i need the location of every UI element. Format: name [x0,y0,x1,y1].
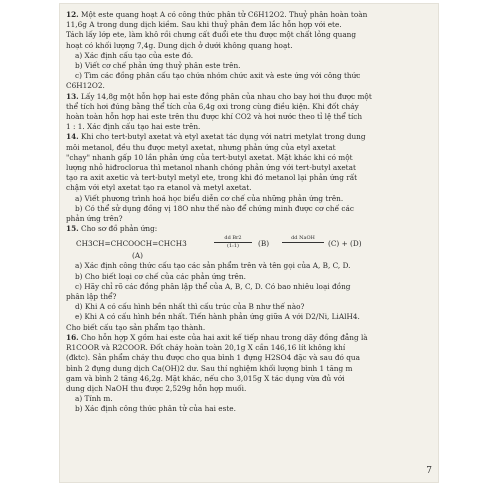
line-text: lượng nhỏ hiđroclorua thì metanol nhanh chóng phản ứng với tert-butyl axetat [66,163,356,173]
text-line [66,282,432,292]
book-page [60,4,438,482]
line-text: a) Xác định cấu tạo của este đó. [75,50,194,60]
product-b: (B) [258,239,270,249]
text-line [66,143,432,153]
text-line [66,343,432,353]
text-line [66,224,432,234]
text-block-2 [66,261,432,414]
question-number: 14. [66,132,79,142]
question-number: 13. [66,91,79,101]
question-number: 12. [66,10,79,19]
line-text: a) Viết phương trình hoá học biểu diễn cơ chế của những phản ứng trên. [75,193,344,203]
label-a: (A) [132,251,143,261]
line-text: gam và bình 2 tăng 46,2g. Mặt khác, nếu cho 3,015g X tác dụng vừa đủ với [66,373,345,383]
text-line [66,272,432,282]
text-line [66,333,432,343]
arrow-1-reagent: dd Br2 [224,235,242,242]
line-text: phản ứng trên? [66,214,123,224]
text-line [66,261,432,271]
text-line [66,394,432,404]
line-text: phân lập thể? [66,292,117,302]
line-text: chậm với etyl axetat tạo ra etanol và metyl axetat. [66,183,252,193]
text-line [66,153,432,163]
line-text: tạo ra axit axetic và tert-butyl metyl ete, trong khi đó metanol lại phản ứng rất [66,173,358,183]
text-line [66,292,432,302]
line-text: hoàn toàn hỗn hợp hai este trên thu được khí CO2 và hơi nước theo tỉ lệ thể tích [66,112,363,122]
line-text: d) Khi A có cấu hình bền nhất thì cấu trúc của B như thế nào? [75,302,305,312]
text-line [66,374,432,384]
text-line [66,71,432,81]
text-line [66,30,432,40]
arrow-1-condition: (1:1) [227,243,239,250]
line-text: Tách lấy lớp ete, làm khô rồi chưng cất đuổi ete thu được một chất lỏng quang [66,30,357,40]
line-text: R1COOR và R2COOR. Đốt cháy hoàn toàn 20,1g X cần 146,16 lít không khí [66,343,346,353]
text-line [66,41,432,51]
line-text: c) Tìm các đồng phân cấu tạo chứa nhóm chức axit và este ứng với công thức [75,71,361,81]
text-line [66,204,432,214]
text-line [66,81,432,91]
page-number: 7 [426,466,432,476]
line-text: e) Khi A có cấu hình bền nhất. Tiến hành phản ứng giữa A với D2/Ni, LiAlH4. [75,312,360,322]
text-line [66,364,432,374]
reactant-a: CH3CH=CHCOOCH=CHCH3 [76,239,187,249]
text-line [66,163,432,173]
text-line [66,312,432,322]
products-c-d: (C) + (D) [328,239,362,249]
text-line [66,353,432,363]
text-line [66,173,432,183]
line-text: thể tích hơi đúng bằng thể tích của 6,4g oxi trong cùng điều kiện. Khi đốt cháy [66,101,359,111]
line-text: Cho biết cấu tạo sản phẩm tạo thành. [66,322,206,332]
arrow-2-line [282,242,324,243]
question-number: 15. [66,224,79,234]
line-text: 1 : 1. Xác định cấu tạo hai este trên. [66,122,201,132]
line-text: Một este quang hoạt A có công thức phân tử C6H12O2. Thuỷ phân hoàn toàn [78,10,368,19]
text-line [66,384,432,394]
text-line [66,323,432,333]
arrow-2 [282,235,324,243]
line-text: a) Xác định công thức cấu tạo các sản phẩm trên và tên gọi của A, B, C, D. [75,261,351,271]
text-line [66,214,432,224]
text-line [66,92,432,102]
text-line [66,51,432,61]
line-text: b) Có thể sử dụng đồng vị 18O như thế nào để chứng minh được cơ chế các [75,203,354,213]
arrow-2-reagent: dd NaOH [291,235,315,242]
line-text: dung dịch NaOH thu được 2,529g hỗn hợp muối. [66,383,247,393]
text-line [66,112,432,122]
line-text: hoạt có khối lượng 7,4g. Dung dịch ở dưới không quang hoạt. [66,40,293,50]
line-text: bình 2 đựng dung dịch Ca(OH)2 dư. Sau thí nghiệm khối lượng bình 1 tăng m [66,363,353,373]
text-line [66,132,432,142]
line-text: Cho hỗn hợp X gồm hai este của hai axit kế tiếp nhau trong dãy đồng đẳng là [78,332,368,342]
text-line [66,404,432,414]
text-block-1 [66,10,432,234]
line-text: 11,6g A trong dung dịch kiềm. Sau khi thuỷ phân đem lắc hỗn hợp với ete. [66,20,342,30]
line-text: b) Cho biết loại cơ chế của các phản ứng trên. [75,271,246,281]
text-line [66,183,432,193]
line-text: Khi cho tert-butyl axetat và etyl axetat tác dụng với natri metylat trong dung [78,132,366,142]
line-text: a) Tính m. [75,394,113,404]
line-text: Lấy 14,8g một hỗn hợp hai este đồng phân của nhau cho bay hơi thu được một [78,91,372,101]
text-line [66,122,432,132]
arrow-1 [214,235,252,249]
line-text: Cho sơ đồ phản ứng: [78,224,158,234]
line-text: (đktc). Sản phẩm cháy thu được cho qua bình 1 đựng H2SO4 đặc và sau đó qua [66,353,360,363]
text-line [66,61,432,71]
line-text: môi metanol, đều thu được metyl axetat, nhưng phản ứng của etyl axetat [66,142,336,152]
question-number: 16. [66,332,79,342]
text-line [66,102,432,112]
text-line [66,302,432,312]
line-text: c) Hãy chỉ rõ các đồng phân lập thể của A, B, C, D. Có bao nhiêu loại đồng [75,281,351,291]
line-text: b) Xác định công thức phân tử của hai este. [75,404,236,414]
text-line [66,194,432,204]
reaction-scheme [76,235,432,261]
text-line [66,10,432,20]
line-text: b) Viết cơ chế phản ứng thuỷ phân este trên. [75,61,241,71]
page-content [66,10,432,415]
line-text: "chạy" nhanh gấp 10 lần phản ứng của tert-butyl axetat. Mặt khác khi có một [66,152,353,162]
line-text: C6H12O2. [66,81,105,91]
text-line [66,20,432,30]
